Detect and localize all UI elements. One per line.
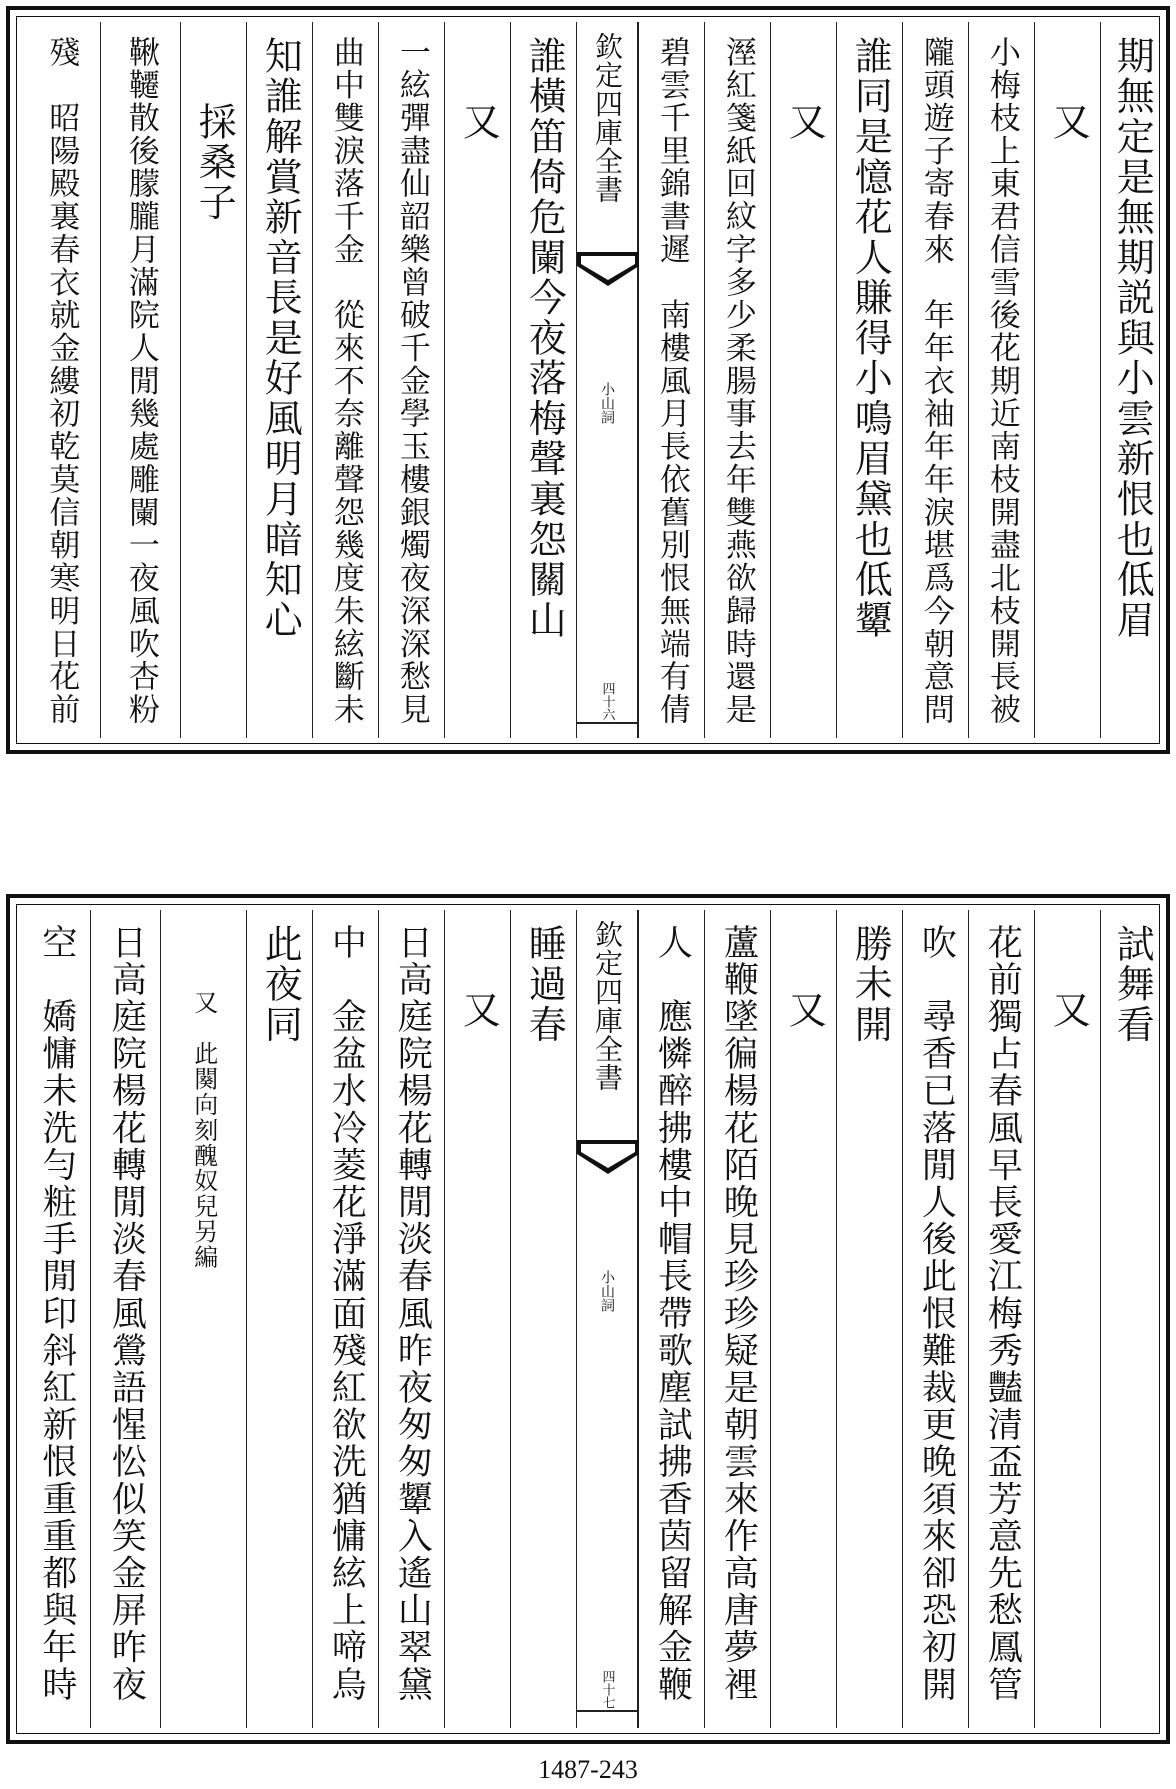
column <box>1100 22 1162 738</box>
column-text: 誰橫笛倚危闌今夜落梅聲裏怨關山 <box>522 36 567 641</box>
column <box>22 22 100 738</box>
column <box>510 22 576 738</box>
column-text: 期無定是無期説與小雲新恨也低眉 <box>1110 36 1155 641</box>
column-text: 隴頭遊子寄春來 年年衣袖年年淚堪爲今朝意問 <box>917 36 954 727</box>
column-text: 知誰解賞新音長是好風明月暗知心 <box>258 36 303 641</box>
column-text: 勝未開 <box>848 924 893 1045</box>
column-text: 吹 尋香已落閒人後此恨難裁更晚須來卻恐初開 <box>916 924 957 1704</box>
column-text: 採桑子 <box>192 102 237 223</box>
column-text: 曲中雙淚落千金 從來不奈離聲怨幾度朱絃斷未 <box>327 36 364 727</box>
column <box>22 910 90 1728</box>
column-text: 溼紅箋紙回紋字多少柔腸事去年雙燕欲歸時還是 <box>719 36 756 727</box>
column <box>836 910 902 1728</box>
fish-tail-ornament <box>577 252 639 290</box>
column <box>1034 22 1100 738</box>
divider <box>577 722 637 724</box>
divider <box>577 1710 637 1712</box>
column-text: 又 <box>782 990 827 1031</box>
column <box>312 22 378 738</box>
column-text: 人 應憐醉拂樓中帽長帶歌塵試拂香茵留解金鞭 <box>652 924 693 1704</box>
column <box>638 22 704 738</box>
column <box>902 22 968 738</box>
bottom-panel <box>6 894 1170 1744</box>
column-text: 此夜同 <box>258 924 303 1045</box>
column-text: 日高庭院楊花轉閒淡春風昨夜匆匆顰入遙山翠黛 <box>392 924 433 1704</box>
column-text: 一絃彈盡仙韶樂曾破千金學玉樓銀燭夜深深愁見 <box>393 36 430 727</box>
column <box>160 910 246 1728</box>
column-text: 日高庭院楊花轉閒淡春風鶯語惺忪似笑金屏昨夜 <box>106 924 147 1704</box>
column <box>836 22 902 738</box>
book-name: 小山詞 <box>599 382 615 424</box>
column-text: 又 <box>1046 102 1091 143</box>
column <box>180 22 246 738</box>
column-text: 又 <box>456 990 501 1031</box>
column-text: 又 此闋向刻醜奴兒另編 <box>189 990 218 1270</box>
column-text: 蘆鞭墜徧楊花陌晚見珍珍疑是朝雲來作高唐夢裡 <box>718 924 759 1704</box>
leaf-number: 四十六 <box>599 682 615 721</box>
column <box>378 910 444 1728</box>
column <box>1034 910 1100 1728</box>
column <box>510 910 576 1728</box>
column-text: 碧雲千里錦書遲 南樓風月長依舊別恨無端有倩 <box>653 36 690 727</box>
column <box>444 910 510 1728</box>
column-text: 花前獨占春風早長愛江梅秀豔清盃芳意先愁鳳管 <box>982 924 1023 1704</box>
column-text: 又 <box>1046 990 1091 1031</box>
column <box>246 910 312 1728</box>
column <box>770 910 836 1728</box>
column-text: 又 <box>782 102 827 143</box>
column <box>90 910 160 1728</box>
leaf-number: 四十七 <box>599 1670 615 1709</box>
book-title: 欽定四庫全書 <box>591 920 624 1092</box>
center-fold <box>576 910 638 1728</box>
book-name: 小山詞 <box>599 1270 615 1312</box>
book-title: 欽定四庫全書 <box>591 32 624 204</box>
column <box>704 910 770 1728</box>
column-text: 試舞看 <box>1110 924 1155 1045</box>
column-text: 殘 昭陽殿裏春衣就金縷初乾莫信朝寒明日花前 <box>43 36 80 727</box>
column-text: 中 金盆水冷菱花淨滿面殘紅欲洗猶慵絃上啼烏 <box>326 924 367 1704</box>
column <box>378 22 444 738</box>
column <box>704 22 770 738</box>
column <box>444 22 510 738</box>
column <box>638 910 704 1728</box>
column <box>312 910 378 1728</box>
column <box>770 22 836 738</box>
column-text: 空 嬌慵未洗勻粧手閒印斜紅新恨重重都與年時 <box>36 924 77 1704</box>
column-text: 又 <box>456 102 501 143</box>
page-number: 1487-243 <box>538 1755 638 1784</box>
column-text: 誰同是憶花人賺得小鳴眉黛也低顰 <box>848 36 893 641</box>
column <box>100 22 180 738</box>
column-text: 鞦韆散後朦朧月滿院人閒幾處雕闌一夜風吹杏粉 <box>122 36 159 727</box>
column <box>1100 910 1162 1728</box>
center-fold <box>576 22 638 738</box>
column-text: 小梅枝上東君信雪後花期近南枝開盡北枝開長被 <box>983 36 1020 727</box>
column <box>968 910 1034 1728</box>
column-text: 睡過春 <box>522 924 567 1045</box>
column <box>968 22 1034 738</box>
column <box>902 910 968 1728</box>
top-panel <box>6 6 1170 754</box>
fish-tail-ornament <box>577 1140 639 1178</box>
column <box>246 22 312 738</box>
